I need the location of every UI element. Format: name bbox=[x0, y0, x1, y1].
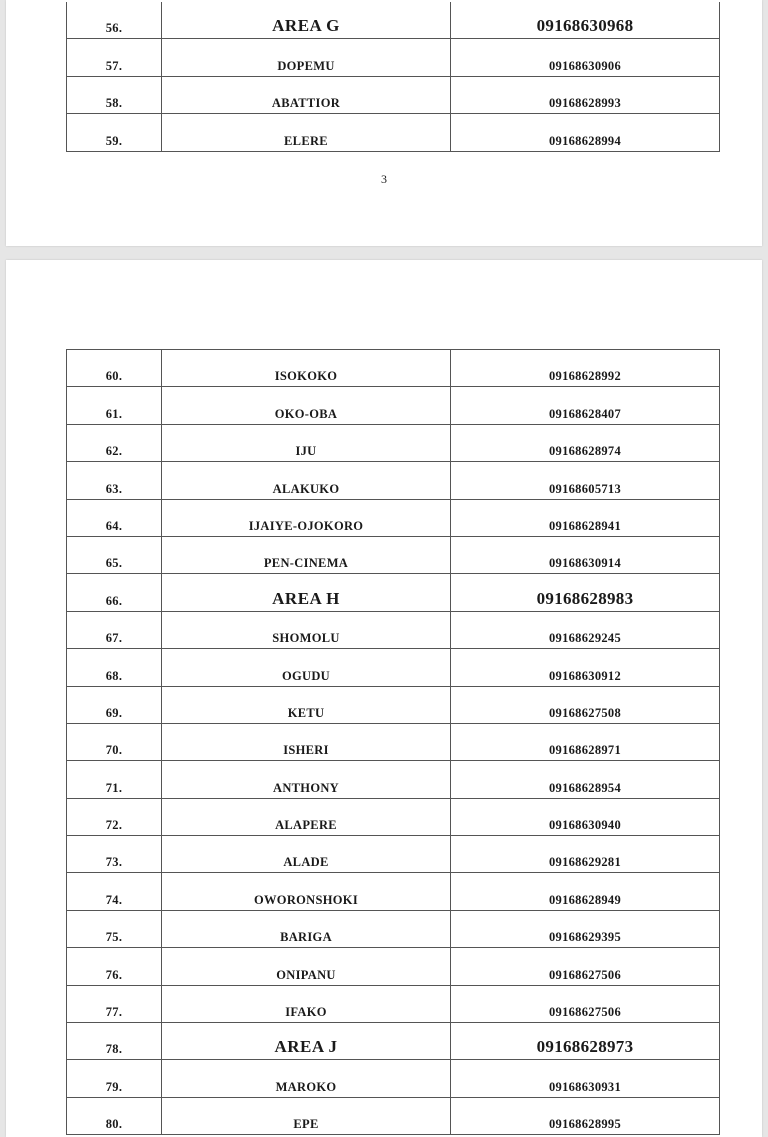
table-row bbox=[67, 836, 720, 873]
location-name-text: ALADE bbox=[283, 855, 329, 870]
contacts-table bbox=[66, 2, 720, 152]
contacts-table bbox=[66, 349, 720, 1135]
row-number-cell bbox=[67, 387, 162, 424]
phone-number-cell bbox=[451, 873, 720, 910]
phone-number-text: 09168628993 bbox=[548, 96, 622, 111]
phone-number-cell bbox=[451, 2, 720, 39]
row-number-cell bbox=[67, 873, 162, 910]
table-row bbox=[67, 723, 720, 760]
table-row bbox=[67, 761, 720, 798]
location-name-text: OKO-OBA bbox=[274, 406, 338, 421]
phone-number-text: 09168630912 bbox=[548, 668, 622, 683]
document-page-3 bbox=[6, 0, 762, 246]
table-row bbox=[67, 387, 720, 424]
location-name-text: ISHERI bbox=[283, 743, 329, 758]
phone-number-cell bbox=[451, 387, 720, 424]
row-number-text: 60. bbox=[105, 369, 123, 384]
row-number-cell bbox=[67, 723, 162, 760]
phone-number-text: 09168629281 bbox=[548, 855, 622, 870]
location-name-text: ANTHONY bbox=[273, 780, 339, 795]
phone-number-cell bbox=[451, 462, 720, 499]
location-name-cell bbox=[162, 499, 451, 536]
table-row bbox=[67, 536, 720, 573]
location-name-cell bbox=[162, 462, 451, 499]
phone-number-cell bbox=[451, 723, 720, 760]
row-number-cell bbox=[67, 350, 162, 387]
location-name-cell bbox=[162, 985, 451, 1022]
location-name-cell bbox=[162, 1060, 451, 1097]
location-name-text: MAROKO bbox=[275, 1079, 337, 1094]
phone-number-text: 09168630968 bbox=[536, 16, 634, 36]
row-number-cell bbox=[67, 424, 162, 461]
phone-number-text: 09168630940 bbox=[548, 818, 622, 833]
area-header-row bbox=[67, 574, 720, 611]
location-name-text: AREA G bbox=[272, 16, 340, 36]
row-number-text: 74. bbox=[105, 892, 123, 907]
location-name-text: ELERE bbox=[284, 133, 328, 148]
row-number-cell bbox=[67, 910, 162, 947]
row-number-cell bbox=[67, 1097, 162, 1134]
location-name-cell bbox=[162, 649, 451, 686]
page-number: 3 bbox=[381, 172, 387, 186]
phone-number-cell bbox=[451, 910, 720, 947]
row-number-text: 59. bbox=[105, 133, 123, 148]
row-number-cell bbox=[67, 798, 162, 835]
phone-number-cell bbox=[451, 611, 720, 648]
table-row bbox=[67, 1060, 720, 1097]
row-number-cell bbox=[67, 574, 162, 611]
table-row bbox=[67, 424, 720, 461]
phone-number-cell bbox=[451, 761, 720, 798]
row-number-text: 73. bbox=[105, 855, 123, 870]
area-header-row bbox=[67, 2, 720, 39]
location-name-text: DOPEMU bbox=[277, 58, 335, 73]
table-row bbox=[67, 114, 720, 151]
phone-number-cell bbox=[451, 424, 720, 461]
phone-number-text: 09168627506 bbox=[548, 1005, 622, 1020]
phone-number-cell bbox=[451, 536, 720, 573]
phone-number-cell bbox=[451, 836, 720, 873]
phone-number-text: 09168628949 bbox=[548, 892, 622, 907]
location-name-text: AREA J bbox=[274, 1037, 338, 1057]
row-number-text: 64. bbox=[105, 518, 123, 533]
row-number-text: 58. bbox=[105, 96, 123, 111]
phone-number-text: 09168628994 bbox=[548, 133, 622, 148]
row-number-text: 61. bbox=[105, 406, 123, 421]
phone-number-text: 09168628995 bbox=[548, 1117, 622, 1132]
location-name-cell bbox=[162, 424, 451, 461]
phone-number-cell bbox=[451, 39, 720, 76]
table-row bbox=[67, 350, 720, 387]
row-number-text: 67. bbox=[105, 631, 123, 646]
location-name-text: ALAKUKO bbox=[272, 481, 340, 496]
phone-number-cell bbox=[451, 948, 720, 985]
location-name-cell bbox=[162, 1023, 451, 1060]
location-name-cell bbox=[162, 574, 451, 611]
phone-number-text: 09168629395 bbox=[548, 930, 622, 945]
location-name-cell bbox=[162, 611, 451, 648]
table-row bbox=[67, 499, 720, 536]
phone-number-text: 09168629245 bbox=[548, 631, 622, 646]
location-name-text: OWORONSHOKI bbox=[253, 892, 358, 907]
phone-number-text: 09168630914 bbox=[548, 556, 622, 571]
row-number-cell bbox=[67, 462, 162, 499]
location-name-text: OGUDU bbox=[281, 668, 331, 683]
location-name-cell bbox=[162, 536, 451, 573]
location-name-cell bbox=[162, 723, 451, 760]
row-number-cell bbox=[67, 1060, 162, 1097]
table-row bbox=[67, 611, 720, 648]
document-page-4 bbox=[6, 260, 762, 1137]
table-row bbox=[67, 798, 720, 835]
row-number-text: 76. bbox=[105, 967, 123, 982]
location-name-text: IFAKO bbox=[285, 1005, 327, 1020]
contacts-table-body bbox=[67, 350, 720, 1135]
row-number-text: 78. bbox=[105, 1042, 123, 1057]
phone-number-text: 09168628973 bbox=[536, 1037, 634, 1057]
phone-number-cell bbox=[451, 1060, 720, 1097]
location-name-cell bbox=[162, 76, 451, 113]
row-number-text: 79. bbox=[105, 1079, 123, 1094]
location-name-cell bbox=[162, 2, 451, 39]
row-number-cell bbox=[67, 761, 162, 798]
phone-number-text: 09168630906 bbox=[548, 58, 622, 73]
area-header-row bbox=[67, 1023, 720, 1060]
location-name-cell bbox=[162, 948, 451, 985]
location-name-cell bbox=[162, 350, 451, 387]
row-number-cell bbox=[67, 948, 162, 985]
table-row bbox=[67, 686, 720, 723]
row-number-cell bbox=[67, 985, 162, 1022]
row-number-text: 66. bbox=[105, 593, 123, 608]
row-number-text: 80. bbox=[105, 1117, 123, 1132]
row-number-cell bbox=[67, 836, 162, 873]
row-number-cell bbox=[67, 39, 162, 76]
row-number-cell bbox=[67, 499, 162, 536]
row-number-cell bbox=[67, 611, 162, 648]
location-name-text: KETU bbox=[287, 705, 325, 720]
location-name-text: IJU bbox=[295, 444, 317, 459]
phone-number-cell bbox=[451, 985, 720, 1022]
phone-number-text: 09168628407 bbox=[548, 406, 622, 421]
location-name-text: IJAIYE-OJOKORO bbox=[248, 518, 364, 533]
location-name-text: SHOMOLU bbox=[272, 631, 340, 646]
location-name-cell bbox=[162, 836, 451, 873]
location-name-cell bbox=[162, 910, 451, 947]
location-name-text: EPE bbox=[293, 1117, 319, 1132]
row-number-text: 69. bbox=[105, 705, 123, 720]
contacts-table-body bbox=[67, 2, 720, 151]
row-number-cell bbox=[67, 686, 162, 723]
table-row bbox=[67, 76, 720, 113]
location-name-text: ABATTIOR bbox=[271, 96, 341, 111]
location-name-cell bbox=[162, 387, 451, 424]
location-name-cell bbox=[162, 798, 451, 835]
row-number-cell bbox=[67, 649, 162, 686]
row-number-text: 72. bbox=[105, 818, 123, 833]
phone-number-text: 09168605713 bbox=[548, 481, 622, 496]
location-name-text: ISOKOKO bbox=[274, 369, 338, 384]
phone-number-cell bbox=[451, 649, 720, 686]
location-name-cell bbox=[162, 761, 451, 798]
location-name-cell bbox=[162, 39, 451, 76]
phone-number-cell bbox=[451, 798, 720, 835]
row-number-cell bbox=[67, 1023, 162, 1060]
location-name-text: AREA H bbox=[272, 588, 340, 608]
phone-number-text: 09168628954 bbox=[548, 780, 622, 795]
phone-number-text: 09168628983 bbox=[536, 588, 634, 608]
row-number-text: 77. bbox=[105, 1005, 123, 1020]
row-number-cell bbox=[67, 76, 162, 113]
location-name-text: ALAPERE bbox=[275, 818, 337, 833]
table-row bbox=[67, 462, 720, 499]
phone-number-cell bbox=[451, 574, 720, 611]
row-number-text: 56. bbox=[105, 21, 123, 36]
row-number-cell bbox=[67, 2, 162, 39]
phone-number-cell bbox=[451, 114, 720, 151]
phone-number-cell bbox=[451, 76, 720, 113]
phone-number-text: 09168627508 bbox=[548, 705, 622, 720]
table-row bbox=[67, 649, 720, 686]
location-name-cell bbox=[162, 686, 451, 723]
phone-number-text: 09168630931 bbox=[548, 1079, 622, 1094]
location-name-text: ONIPANU bbox=[276, 967, 336, 982]
row-number-text: 70. bbox=[105, 743, 123, 758]
location-name-text: PEN-CINEMA bbox=[263, 556, 349, 571]
phone-number-text: 09168628971 bbox=[548, 743, 622, 758]
row-number-text: 57. bbox=[105, 58, 123, 73]
location-name-text: BARIGA bbox=[280, 930, 332, 945]
table-row bbox=[67, 985, 720, 1022]
phone-number-cell bbox=[451, 1023, 720, 1060]
table-row bbox=[67, 948, 720, 985]
row-number-text: 63. bbox=[105, 481, 123, 496]
row-number-text: 75. bbox=[105, 930, 123, 945]
location-name-cell bbox=[162, 114, 451, 151]
row-number-cell bbox=[67, 114, 162, 151]
phone-number-cell bbox=[451, 686, 720, 723]
table-row bbox=[67, 39, 720, 76]
location-name-cell bbox=[162, 873, 451, 910]
phone-number-text: 09168628992 bbox=[548, 369, 622, 384]
table-row bbox=[67, 1097, 720, 1134]
table-row bbox=[67, 873, 720, 910]
row-number-text: 62. bbox=[105, 444, 123, 459]
row-number-text: 68. bbox=[105, 668, 123, 683]
location-name-cell bbox=[162, 1097, 451, 1134]
phone-number-text: 09168627506 bbox=[548, 967, 622, 982]
phone-number-text: 09168628974 bbox=[548, 444, 622, 459]
phone-number-cell bbox=[451, 1097, 720, 1134]
phone-number-text: 09168628941 bbox=[548, 518, 622, 533]
phone-number-cell bbox=[451, 350, 720, 387]
table-row bbox=[67, 910, 720, 947]
row-number-text: 71. bbox=[105, 780, 123, 795]
row-number-text: 65. bbox=[105, 556, 123, 571]
phone-number-cell bbox=[451, 499, 720, 536]
row-number-cell bbox=[67, 536, 162, 573]
